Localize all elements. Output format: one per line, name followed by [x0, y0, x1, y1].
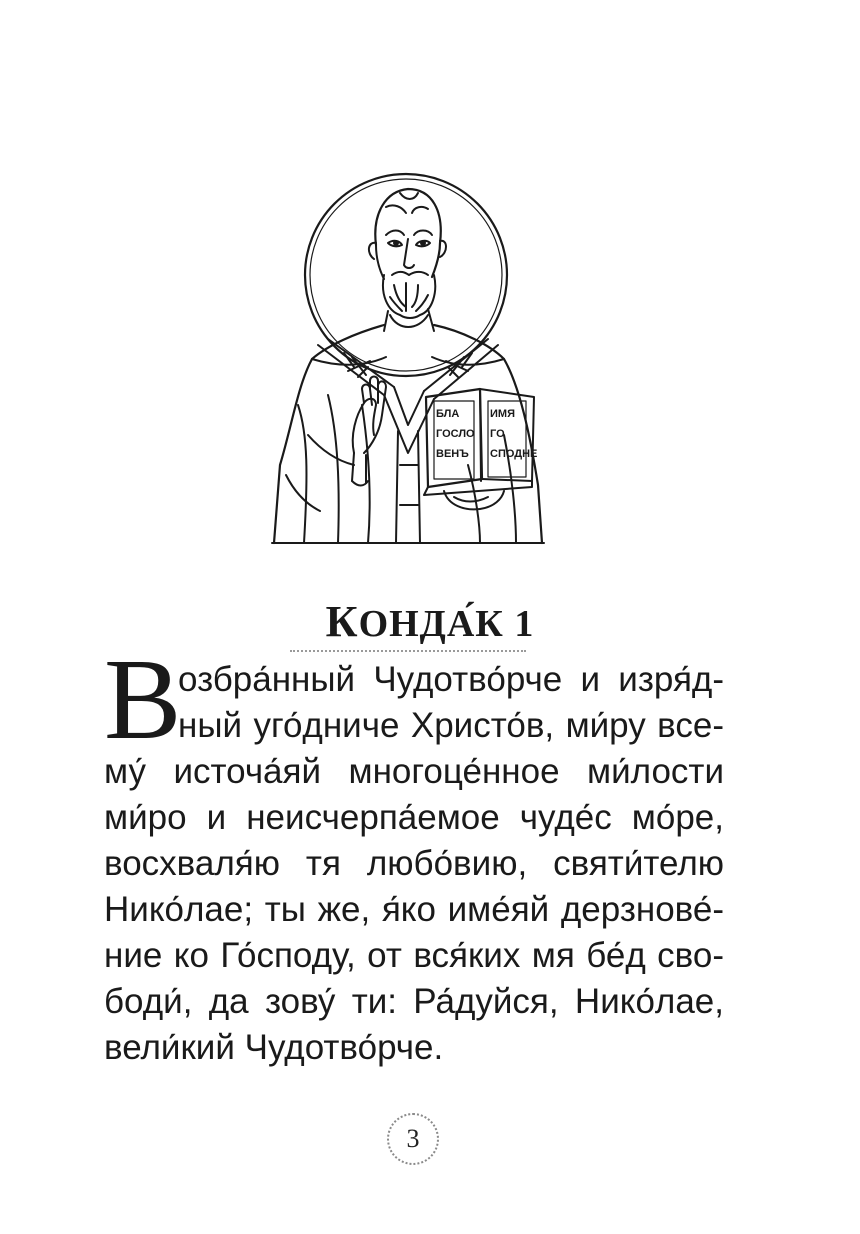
text-line: ми́ро и неисчерпа́емое чуде́с мо́ре, [104, 798, 724, 837]
text-line: ние ко Го́споду, от вся́ких мя бе́д сво- [104, 936, 724, 975]
text-line: озбра́нный Чудотво́рче и изря́д- [178, 660, 724, 699]
text-line: боди́, да зову́ ти: Ра́дуйся, Нико́лае, [104, 982, 724, 1021]
text-line: ный уго́дниче Христо́в, ми́ру все- [178, 706, 724, 745]
book-text-line-4: ИМЯ [490, 408, 515, 420]
text-line: восхваля́ю тя любо́вию, святи́телю [104, 844, 724, 883]
text-line: Нико́лае; ты же, я́ко име́яй дерзнове́- [104, 890, 724, 929]
page-number: 3 [387, 1113, 439, 1165]
book-text-line-5: ГО [490, 428, 505, 440]
book-text-line-6: СПОДНЕ [490, 448, 538, 460]
saint-nicholas-icon [268, 135, 546, 547]
kondak-text [104, 657, 724, 1071]
text-line: вели́кий Чудотво́рче. [104, 1028, 444, 1067]
book-text-line-2: ГОСЛО [436, 428, 475, 440]
kondak-heading-initial: К [325, 597, 359, 646]
text-line: му́ источа́яй многоце́нное ми́лости [104, 752, 724, 791]
drop-cap: В [104, 636, 182, 764]
kondak-heading-rest: ОНДА́К 1 [358, 603, 535, 645]
book-text-line-1: БЛА [436, 408, 460, 420]
book-text-line-3: ВЕНЪ [436, 448, 469, 460]
heading-divider [290, 650, 526, 652]
